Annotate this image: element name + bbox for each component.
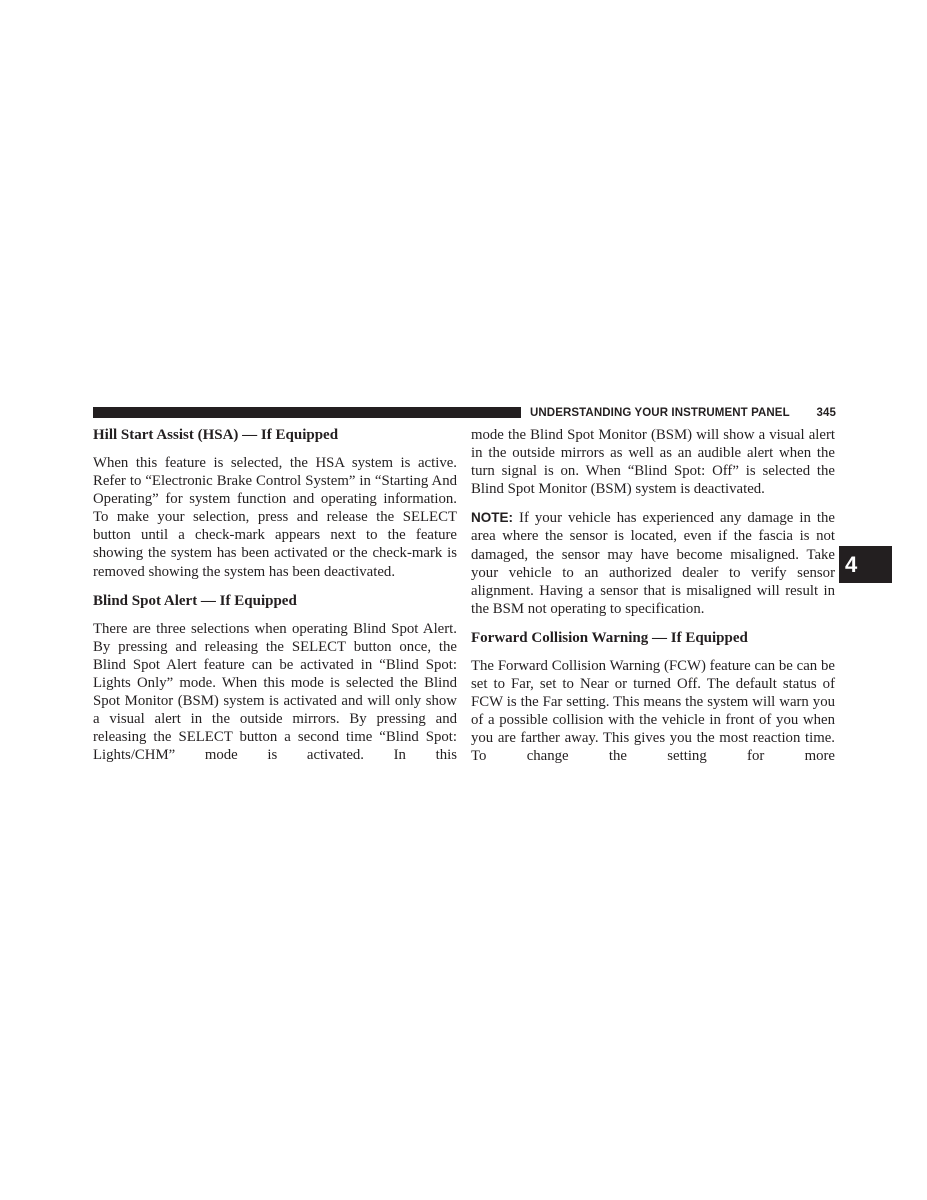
page-number: 345 [816, 407, 836, 419]
left-column [93, 426, 457, 775]
running-header [530, 405, 836, 421]
fcw-paragraph: The Forward Collision Warning (FCW) feature can be can be set to Far, set to Near or turned Off. The default status of FCW is the Far setting. This means the system will warn you of a possible collision with the vehicle in front of you when you are farther away. This gives you the most reaction time. To change the setting for more [471, 657, 835, 765]
chapter-tab: 4 [839, 546, 892, 583]
header-rule [93, 407, 521, 418]
hsa-paragraph: When this feature is selected, the HSA system is active. Refer to “Electronic Brake Control System” in “Starting And Operating” for system function and operating information. To make your selection, press and release the SELECT button until a check-mark appears next to the feature showing the system has been activated or the check-mark is removed showing the system has been deactivated. [93, 455, 457, 580]
bsa-paragraph: There are three selections when operating Blind Spot Alert. By pressing and releasing the SELECT button once, the Blind Spot Alert feature can be activated in “Blind Spot: Lights Only” mode. When this mode is selected the Blind Spot Monitor (BSM) system is activated and will only show a visual alert in the outside mirrors. By pressing and releasing the SELECT button a second time “Blind Spot: Lights/CHM” mode is activated. In this [93, 620, 457, 764]
section-title: UNDERSTANDING YOUR INSTRUMENT PANEL [530, 407, 790, 419]
note-label: NOTE: [471, 510, 513, 526]
right-column [471, 426, 835, 777]
note-paragraph [471, 509, 835, 618]
hsa-heading: Hill Start Assist (HSA) — If Equipped [93, 427, 339, 443]
note-text: If your vehicle has experienced any damage in the area where the sensor is located, even if the fascia is not damaged, the sensor may have become misaligned. Take your vehicle to an authorized dealer to verify sensor alignment. Having a sensor that is misaligned will result in the BSM not operating to specification. [471, 510, 835, 617]
bsa-continued-paragraph: mode the Blind Spot Monitor (BSM) will show a visual alert in the outside mirrors as well as an audible alert when the turn signal is on. When “Blind Spot: Off” is selected the Blind Spot Monitor (BSM) system is deactivated. [471, 427, 835, 498]
fcw-heading: Forward Collision Warning — If Equipped [471, 629, 748, 646]
bsa-heading: Blind Spot Alert — If Equipped [93, 592, 297, 609]
